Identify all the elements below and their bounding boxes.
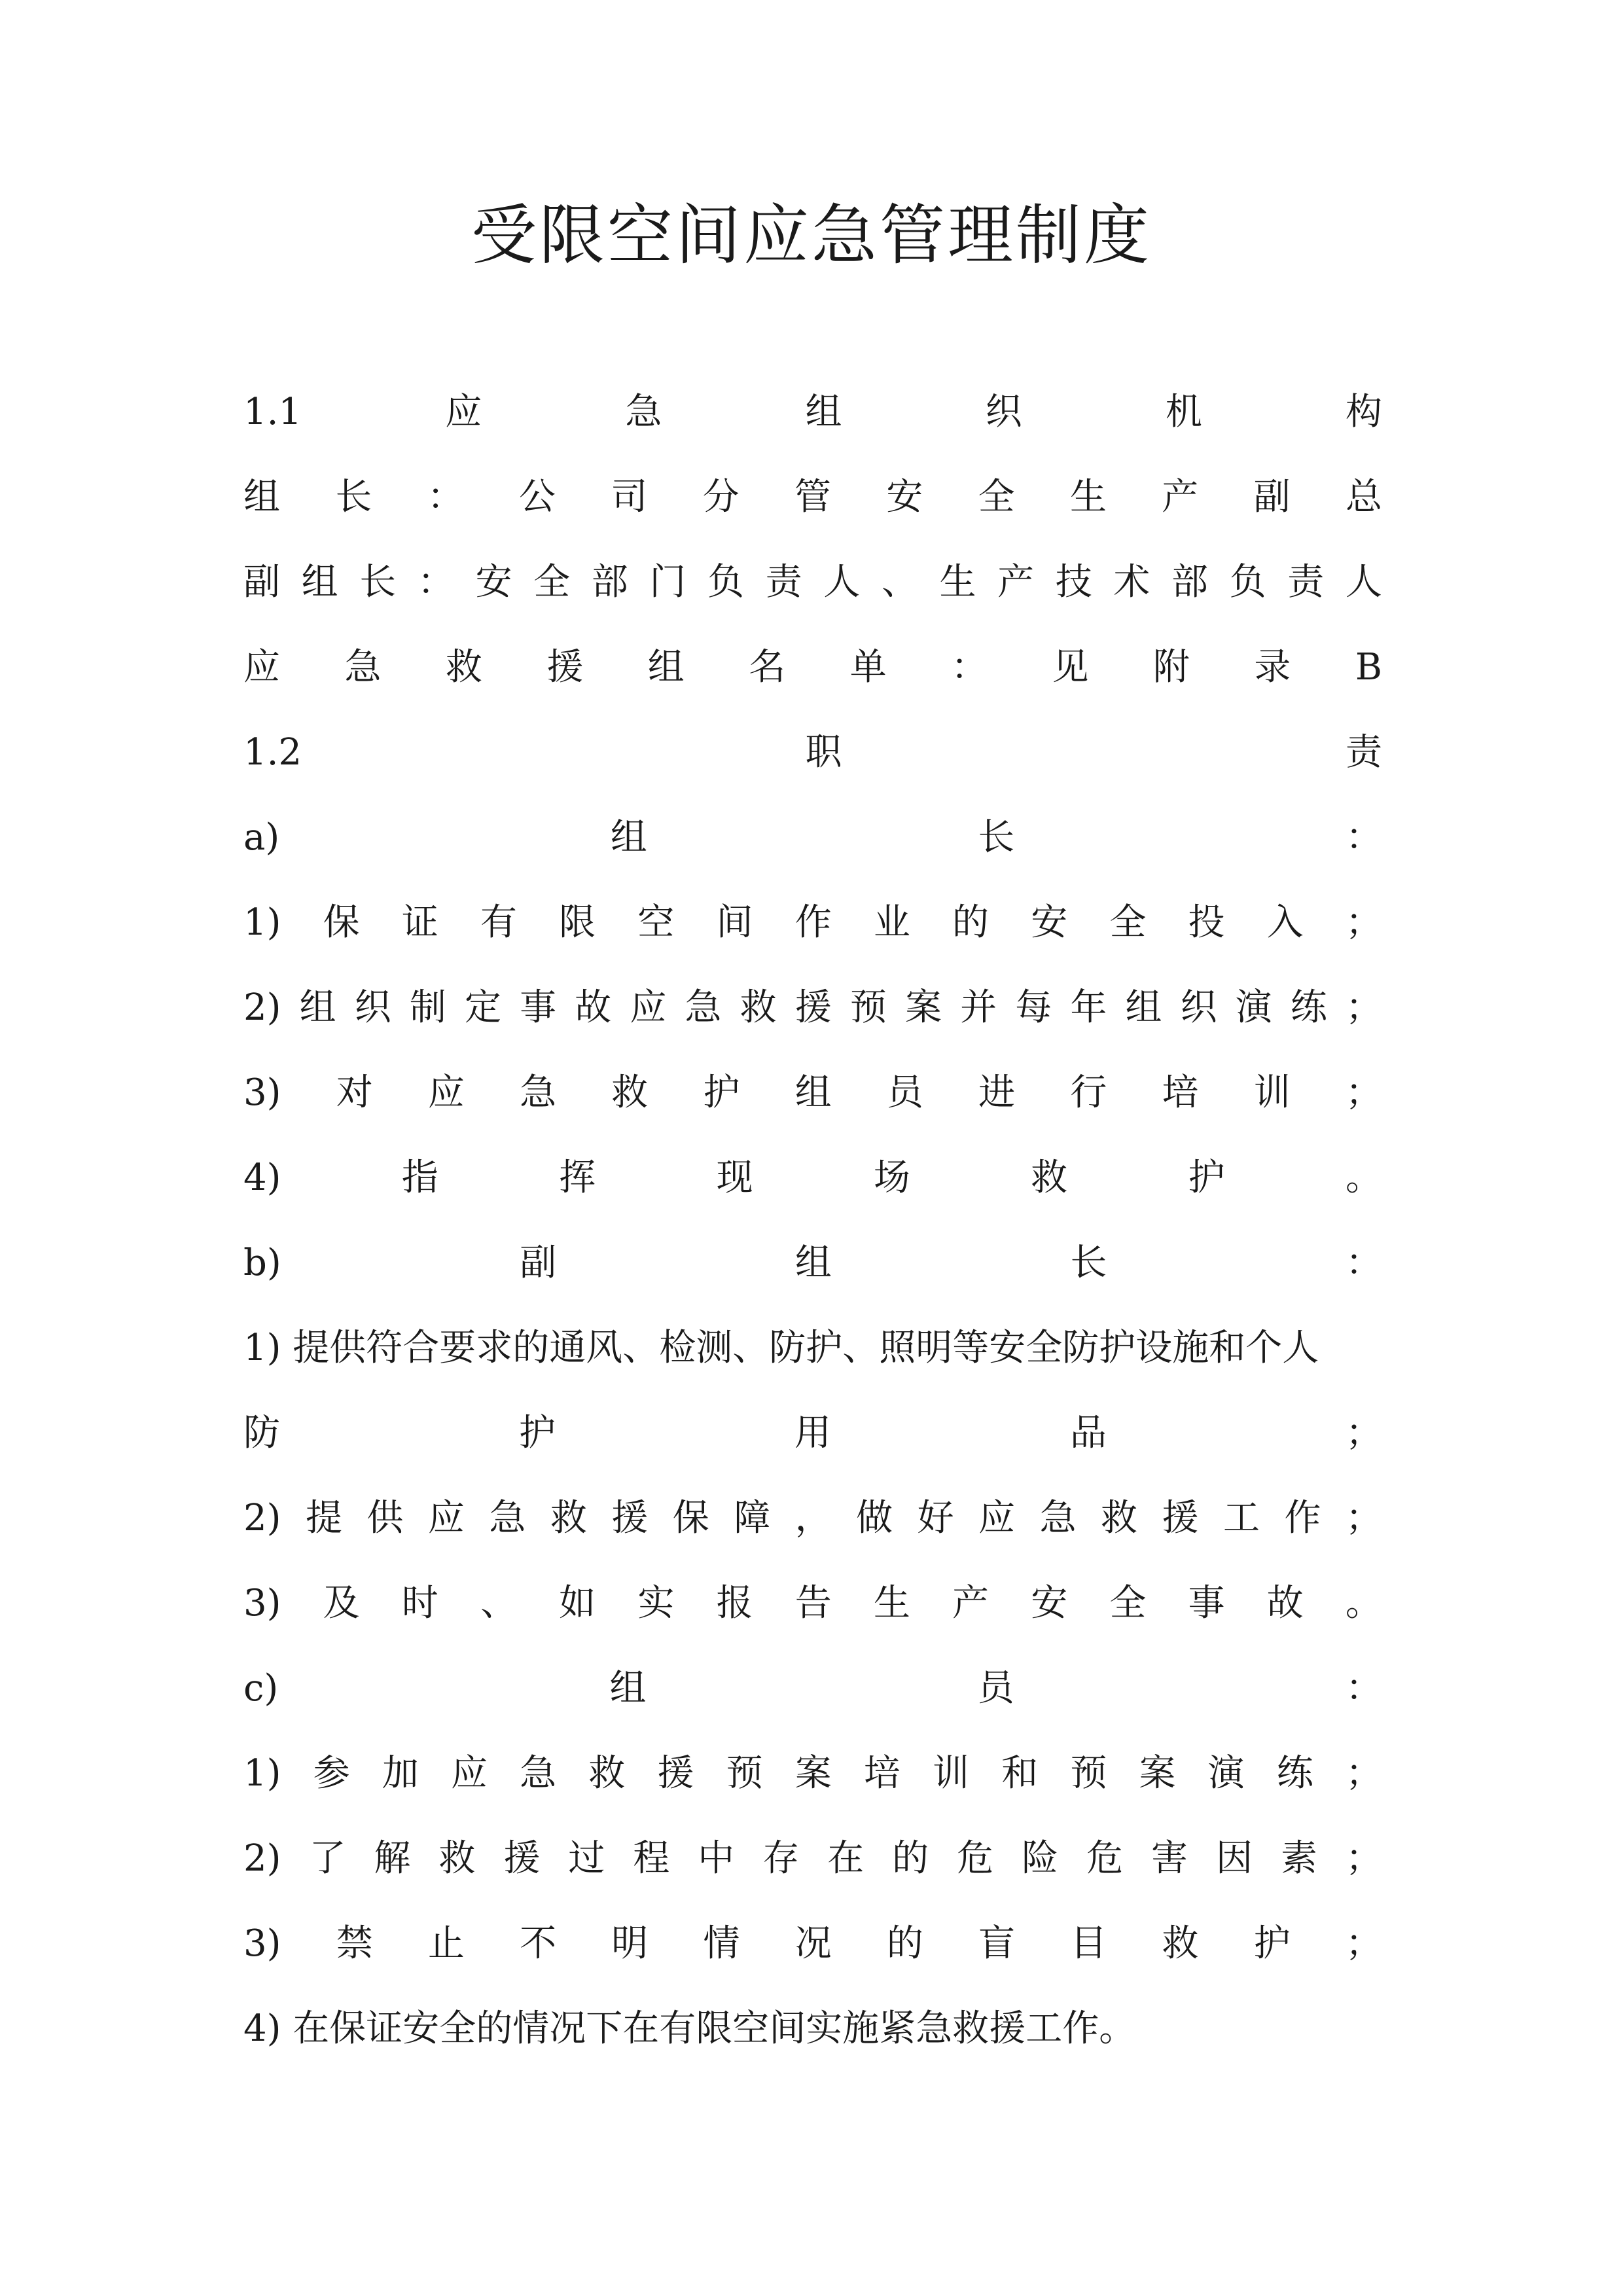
text-token: 3) xyxy=(243,1071,281,1114)
text-token: 存 xyxy=(762,1837,800,1880)
text-token: 应 xyxy=(978,1497,1016,1539)
text-token: 援 xyxy=(794,986,832,1029)
text-token: ； xyxy=(1345,901,1382,944)
text-line-leader xyxy=(243,455,1382,540)
text-token: 急 xyxy=(1039,1497,1077,1539)
text-line-c-head xyxy=(243,1646,1382,1731)
text-token: 生 xyxy=(939,561,976,603)
text-line-a4 xyxy=(243,1136,1382,1221)
text-token: 预 xyxy=(849,986,887,1029)
text-token: 护 xyxy=(519,1412,556,1454)
text-token: 防 xyxy=(243,1412,280,1454)
text-token: 并 xyxy=(960,986,997,1029)
text-token: 每 xyxy=(1015,986,1052,1029)
text-token: 员 xyxy=(886,1071,923,1114)
text-token: 指 xyxy=(401,1157,438,1199)
text-token: 案 xyxy=(794,1752,832,1795)
text-token: 组 xyxy=(1125,986,1162,1029)
text-line-c3 xyxy=(243,1901,1382,1986)
text-token: 应 xyxy=(427,1071,465,1114)
text-token: 人 xyxy=(1345,561,1382,603)
text-line-s11 xyxy=(243,370,1382,455)
text-token: 分 xyxy=(702,476,740,518)
text-token: 场 xyxy=(873,1157,910,1199)
text-token: 空 xyxy=(637,901,675,944)
text-token: 机 xyxy=(1165,391,1202,433)
text-line-a1 xyxy=(243,880,1382,965)
text-token: 护 xyxy=(1188,1157,1225,1199)
text-token: 目 xyxy=(1070,1922,1107,1965)
text-token: 保 xyxy=(323,901,360,944)
text-token: 组 xyxy=(243,476,280,518)
text-token: 过 xyxy=(568,1837,605,1880)
text-token: 定 xyxy=(464,986,501,1029)
text-token: 部 xyxy=(1171,561,1208,603)
text-token: 产 xyxy=(1162,476,1199,518)
text-token: 2) xyxy=(243,986,281,1029)
text-token: 应 xyxy=(450,1752,488,1795)
text-token: 有 xyxy=(480,901,517,944)
text-token: 急 xyxy=(520,1071,557,1114)
text-token: 预 xyxy=(726,1752,763,1795)
text-token: 故 xyxy=(575,986,612,1029)
text-token: 故 xyxy=(1266,1582,1304,1624)
text-token: 危 xyxy=(1086,1837,1124,1880)
text-token: 案 xyxy=(1139,1752,1176,1795)
text-token: ； xyxy=(1345,1497,1382,1539)
text-token: 1.1 xyxy=(243,391,302,433)
text-token: 安 xyxy=(1031,1582,1068,1624)
text-token: 的 xyxy=(892,1837,929,1880)
text-token: 救 xyxy=(550,1497,587,1539)
text-token: 见 xyxy=(1052,646,1089,689)
text-token: 组 xyxy=(794,1071,832,1114)
text-token: 训 xyxy=(933,1752,970,1795)
text-token: 报 xyxy=(716,1582,753,1624)
text-token: 解 xyxy=(374,1837,411,1880)
text-line-a3 xyxy=(243,1050,1382,1136)
text-token: 单 xyxy=(849,646,887,689)
text-token: 禁 xyxy=(336,1922,373,1965)
text-token: 提 xyxy=(305,1497,342,1539)
text-token: 演 xyxy=(1235,986,1272,1029)
text-token: 织 xyxy=(1180,986,1217,1029)
text-token: 管 xyxy=(794,476,831,518)
text-token: 间 xyxy=(716,901,753,944)
text-token: 况 xyxy=(794,1922,832,1965)
text-token: 救 xyxy=(438,1837,476,1880)
text-token: 部 xyxy=(591,561,628,603)
text-token: 、 xyxy=(480,1582,517,1624)
text-token: 因 xyxy=(1216,1837,1253,1880)
text-token: 组 xyxy=(301,561,338,603)
text-token: ： xyxy=(1345,1667,1382,1710)
text-token: ； xyxy=(1345,1071,1382,1114)
text-token: 应 xyxy=(445,391,482,433)
text-token: 援 xyxy=(611,1497,649,1539)
text-token: 投 xyxy=(1188,901,1225,944)
text-token: 加 xyxy=(382,1752,419,1795)
text-token: 止 xyxy=(427,1922,465,1965)
text-token: 全 xyxy=(533,561,571,603)
text-token: 长 xyxy=(359,561,397,603)
text-token: 应 xyxy=(630,986,667,1029)
text-token: 负 xyxy=(1229,561,1266,603)
text-token: 责 xyxy=(765,561,802,603)
text-token: 事 xyxy=(520,986,557,1029)
text-token: 素 xyxy=(1280,1837,1317,1880)
text-token: 名 xyxy=(749,646,786,689)
text-token: 安 xyxy=(475,561,512,603)
text-token: 职 xyxy=(805,731,842,774)
text-token: 告 xyxy=(794,1582,832,1624)
text-token: ： xyxy=(951,646,988,689)
text-token: 作 xyxy=(1284,1497,1321,1539)
text-token: ； xyxy=(1345,1922,1382,1965)
text-token: 用 xyxy=(794,1412,831,1454)
text-line-b-head xyxy=(243,1221,1382,1306)
text-token: 如 xyxy=(559,1582,596,1624)
text-token: 保 xyxy=(672,1497,709,1539)
text-token: 救 xyxy=(1162,1922,1199,1965)
text-token: 进 xyxy=(978,1071,1016,1114)
text-token: 4) xyxy=(243,1157,281,1199)
text-token: 做 xyxy=(856,1497,893,1539)
text-token: 1.2 xyxy=(243,731,302,774)
text-line-a-head xyxy=(243,795,1382,880)
text-token: 救 xyxy=(588,1752,626,1795)
text-token: 练 xyxy=(1276,1752,1313,1795)
text-token: 急 xyxy=(344,646,382,689)
text-token: 、 xyxy=(881,561,918,603)
text-token: 。 xyxy=(1345,1582,1382,1624)
text-token: 生 xyxy=(1069,476,1107,518)
text-token: 预 xyxy=(1070,1752,1107,1795)
text-token: ； xyxy=(1346,1412,1382,1454)
text-token: 副 xyxy=(1253,476,1291,518)
text-token: 附 xyxy=(1152,646,1190,689)
text-token: 品 xyxy=(1070,1412,1107,1454)
text-token: 的 xyxy=(886,1922,923,1965)
text-token: 证 xyxy=(401,901,438,944)
text-token: 4) 在保证安全的情况下在有限空间实施紧急救援工作。 xyxy=(243,2007,1136,2050)
text-token: 护 xyxy=(1253,1922,1291,1965)
text-token: 应 xyxy=(243,646,280,689)
text-token: 组 xyxy=(794,1242,832,1284)
text-token: 案 xyxy=(904,986,942,1029)
text-token: 工 xyxy=(1222,1497,1260,1539)
text-token: ； xyxy=(1345,1837,1382,1880)
text-token: 2) xyxy=(243,1497,281,1539)
text-line-rescue-list xyxy=(243,625,1382,710)
text-token: 障 xyxy=(734,1497,771,1539)
text-token: 救 xyxy=(740,986,777,1029)
text-token: 危 xyxy=(957,1837,994,1880)
text-token: ： xyxy=(1345,816,1382,859)
text-token: 长 xyxy=(1070,1242,1107,1284)
text-token: 中 xyxy=(698,1837,735,1880)
text-token: 制 xyxy=(409,986,446,1029)
text-line-c4 xyxy=(243,1986,1382,2072)
text-token: 援 xyxy=(1162,1497,1199,1539)
text-token: 急 xyxy=(489,1497,526,1539)
text-token: 织 xyxy=(985,391,1022,433)
text-token: 织 xyxy=(354,986,391,1029)
text-token: 构 xyxy=(1346,391,1382,433)
text-line-deputy xyxy=(243,540,1382,625)
text-token: 长 xyxy=(335,476,372,518)
text-token: 。 xyxy=(1346,1157,1382,1199)
text-token: a) xyxy=(243,816,280,859)
text-token: ： xyxy=(417,561,454,603)
text-token: 现 xyxy=(716,1157,753,1199)
text-token: b) xyxy=(243,1242,281,1284)
text-token: 险 xyxy=(1022,1837,1059,1880)
text-token: 训 xyxy=(1253,1071,1291,1114)
text-token: ： xyxy=(1345,1242,1382,1284)
text-token: 1) 提供符合要求的通风、检测、防护、照明等安全防护设施和个人 xyxy=(243,1327,1319,1369)
text-token: 及 xyxy=(323,1582,360,1624)
text-token: 情 xyxy=(703,1922,740,1965)
text-token: 录 xyxy=(1254,646,1291,689)
text-token: 负 xyxy=(707,561,744,603)
text-token: 人 xyxy=(823,561,861,603)
text-token: 救 xyxy=(1031,1157,1068,1199)
text-token: 护 xyxy=(703,1071,740,1114)
text-token: 限 xyxy=(559,901,596,944)
text-token: c) xyxy=(243,1667,279,1710)
text-token: 公 xyxy=(518,476,556,518)
text-token: 全 xyxy=(978,476,1015,518)
text-line-b2 xyxy=(243,1476,1382,1561)
text-token: 产 xyxy=(997,561,1035,603)
text-token: 3) xyxy=(243,1582,281,1624)
text-token: 的 xyxy=(952,901,990,944)
text-token: 不 xyxy=(520,1922,557,1965)
text-token: 组 xyxy=(609,1667,647,1710)
text-token: 组 xyxy=(299,986,336,1029)
text-token: 年 xyxy=(1070,986,1107,1029)
text-token: 急 xyxy=(520,1752,557,1795)
text-token: 急 xyxy=(625,391,662,433)
text-line-s12 xyxy=(243,710,1382,795)
text-token: 救 xyxy=(611,1071,649,1114)
text-token: 责 xyxy=(1346,731,1382,774)
text-token: 组 xyxy=(647,646,685,689)
text-token: 急 xyxy=(685,986,722,1029)
text-token: 长 xyxy=(978,816,1015,859)
text-token: 2) xyxy=(243,1837,281,1880)
text-token: 实 xyxy=(637,1582,675,1624)
text-token: 副 xyxy=(243,561,280,603)
text-token: 援 xyxy=(657,1752,694,1795)
text-token: 练 xyxy=(1290,986,1327,1029)
text-token: 技 xyxy=(1055,561,1092,603)
text-token: 好 xyxy=(917,1497,954,1539)
text-token: 救 xyxy=(445,646,482,689)
text-token: 产 xyxy=(952,1582,990,1624)
text-token: 生 xyxy=(873,1582,910,1624)
text-token: 安 xyxy=(1031,901,1068,944)
text-token: 1) xyxy=(243,901,281,944)
text-line-b1 xyxy=(243,1306,1382,1391)
text-token: 组 xyxy=(610,816,647,859)
text-line-c2 xyxy=(243,1816,1382,1901)
text-token: 事 xyxy=(1188,1582,1225,1624)
text-token: 作 xyxy=(794,901,832,944)
text-token: 演 xyxy=(1207,1752,1245,1795)
text-token: 供 xyxy=(366,1497,404,1539)
text-token: 员 xyxy=(977,1667,1014,1710)
text-line-a2 xyxy=(243,965,1382,1050)
text-token: 培 xyxy=(1162,1071,1199,1114)
text-token: 组 xyxy=(805,391,842,433)
text-token: 司 xyxy=(611,476,648,518)
text-token: ； xyxy=(1345,986,1382,1029)
text-token: 应 xyxy=(427,1497,465,1539)
text-token: 全 xyxy=(1109,901,1147,944)
text-token: ； xyxy=(1345,1752,1382,1795)
text-token: 3) xyxy=(243,1922,281,1965)
text-token: 安 xyxy=(886,476,923,518)
text-token: 术 xyxy=(1113,561,1150,603)
text-token: 全 xyxy=(1109,1582,1147,1624)
text-token: 培 xyxy=(863,1752,901,1795)
text-token: 了 xyxy=(309,1837,346,1880)
text-token: 责 xyxy=(1287,561,1325,603)
text-token: 副 xyxy=(520,1242,557,1284)
text-token: 援 xyxy=(546,646,584,689)
text-token: 对 xyxy=(336,1071,373,1114)
document-body xyxy=(243,370,1382,2072)
text-token: 援 xyxy=(503,1837,541,1880)
text-token: 门 xyxy=(649,561,687,603)
text-line-b3 xyxy=(243,1561,1382,1646)
text-token: 在 xyxy=(827,1837,865,1880)
text-token: 害 xyxy=(1151,1837,1188,1880)
text-token: 参 xyxy=(313,1752,350,1795)
text-token: 业 xyxy=(873,901,910,944)
text-token: 挥 xyxy=(559,1157,596,1199)
text-token: 和 xyxy=(1001,1752,1039,1795)
text-line-b1-cont xyxy=(243,1391,1382,1476)
document-title: 受限空间应急管理制度 xyxy=(471,197,1152,274)
text-token: 时 xyxy=(401,1582,438,1624)
text-token: 1) xyxy=(243,1752,281,1795)
text-token: ， xyxy=(794,1497,832,1539)
text-token: ： xyxy=(427,476,464,518)
text-token: 盲 xyxy=(978,1922,1016,1965)
text-line-c1 xyxy=(243,1731,1382,1816)
text-token: B xyxy=(1355,646,1382,689)
text-token: 行 xyxy=(1070,1071,1107,1114)
text-token: 救 xyxy=(1101,1497,1138,1539)
text-token: 总 xyxy=(1345,476,1382,518)
text-token: 明 xyxy=(611,1922,649,1965)
text-token: 入 xyxy=(1266,901,1304,944)
text-token: 程 xyxy=(633,1837,670,1880)
